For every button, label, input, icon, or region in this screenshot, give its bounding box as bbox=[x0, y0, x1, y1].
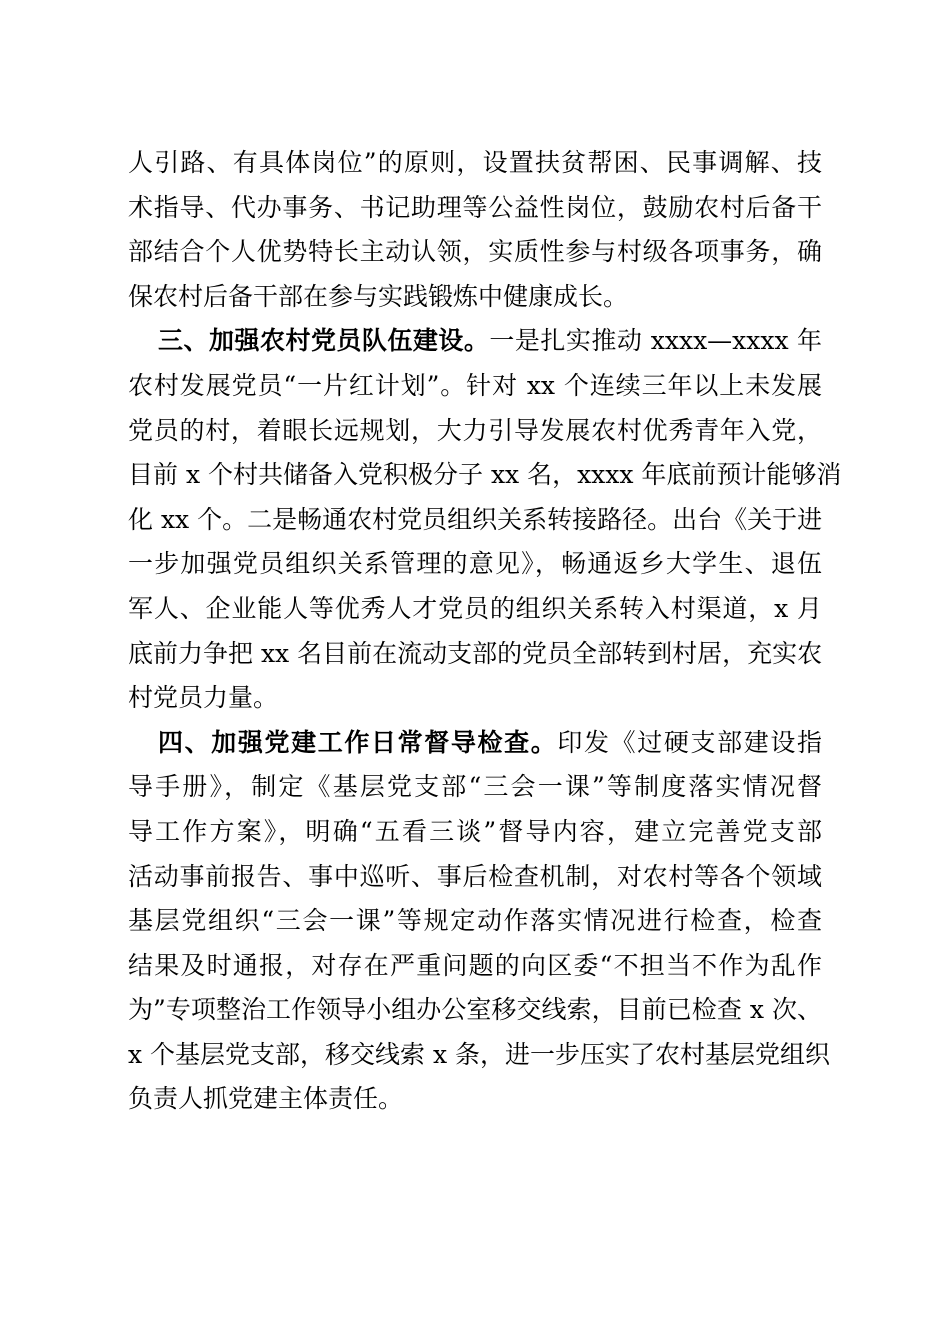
text-line bbox=[128, 542, 822, 587]
text-line bbox=[128, 275, 822, 320]
text-line bbox=[128, 186, 822, 231]
text-line bbox=[128, 587, 822, 632]
line-text: 活动事前报告、事中巡听、事后检查机制，对农村等各个领域 bbox=[128, 861, 822, 891]
line-text: 保农村后备干部在参与实践锻炼中健康成长。 bbox=[128, 281, 629, 311]
text-line bbox=[128, 141, 822, 186]
line-text: 一是扎实推动 xxxx—xxxx 年 bbox=[489, 326, 823, 356]
text-line bbox=[128, 498, 822, 543]
line-text: 负责人抓党建主体责任。 bbox=[128, 1084, 404, 1114]
text-line bbox=[128, 1033, 831, 1078]
text-line bbox=[128, 230, 822, 275]
text-line bbox=[128, 810, 822, 855]
text-line bbox=[128, 855, 822, 900]
line-text: 导工作方案》，明确“五看三谈”督导内容，建立完善党支部 bbox=[128, 816, 822, 846]
text-line bbox=[128, 721, 822, 766]
section-heading: 三、加强农村党员队伍建设。 bbox=[158, 326, 490, 356]
text-line bbox=[128, 1077, 822, 1122]
text-line bbox=[128, 409, 822, 454]
line-text: 导手册》，制定《基层党支部“三会一课”等制度落实情况督 bbox=[128, 772, 822, 802]
text-line bbox=[128, 676, 822, 721]
line-text: 部结合个人优势特长主动认领，实质性参与村级各项事务，确 bbox=[128, 237, 822, 267]
text-line bbox=[128, 899, 822, 944]
line-text: 目前 x 个村共储备入党积极分子 xx 名，xxxx 年底前预计能够消 bbox=[128, 460, 842, 490]
section-heading: 四、加强党建工作日常督导检查。 bbox=[158, 727, 558, 757]
text-line bbox=[128, 632, 822, 677]
paragraph bbox=[128, 319, 842, 720]
line-text: 一步加强党员组织关系管理的意见》，畅通返乡大学生、退伍 bbox=[128, 549, 822, 579]
line-text: 军人、企业能人等优秀人才党员的组织关系转入村渠道，x 月 bbox=[128, 593, 822, 623]
line-text: 基层党组织“三会一课”等规定动作落实情况进行检查，检查 bbox=[128, 906, 822, 936]
text-line bbox=[128, 319, 822, 364]
line-text: 人引路、有具体岗位”的原则，设置扶贫帮困、民事调解、技 bbox=[128, 148, 822, 177]
line-text: 化 xx 个。二是畅通农村党员组织关系转接路径。出台《关于进 bbox=[128, 504, 823, 534]
text-line bbox=[128, 944, 822, 989]
line-text: 党员的村，着眼长远规划，大力引导发展农村优秀青年入党， bbox=[128, 415, 822, 445]
text-line bbox=[128, 765, 822, 810]
line-text: 印发《过硬支部建设指 bbox=[557, 727, 822, 757]
line-text: 结果及时通报，对存在严重问题的向区委“不担当不作为乱作 bbox=[128, 950, 822, 980]
line-text: x 个基层党支部，移交线索 x 条，进一步压实了农村基层党组织 bbox=[128, 1039, 831, 1069]
text-line bbox=[128, 364, 822, 409]
line-text: 村党员力量。 bbox=[128, 683, 279, 713]
document-page bbox=[128, 141, 842, 1122]
line-text: 农村发展党员“一片红计划”。针对 xx 个连续三年以上未发展 bbox=[128, 370, 822, 400]
line-text: 底前力争把 xx 名目前在流动支部的党员全部转到村居，充实农 bbox=[128, 638, 823, 668]
line-text: 为”专项整治工作领导小组办公室移交线索，目前已检查 x 次、 bbox=[128, 995, 822, 1025]
line-text: 术指导、代办事务、书记助理等公益性岗位，鼓励农村后备干 bbox=[128, 192, 822, 222]
text-line bbox=[128, 453, 842, 498]
paragraph bbox=[128, 721, 831, 1122]
text-line bbox=[128, 988, 822, 1033]
paragraph bbox=[128, 141, 822, 319]
